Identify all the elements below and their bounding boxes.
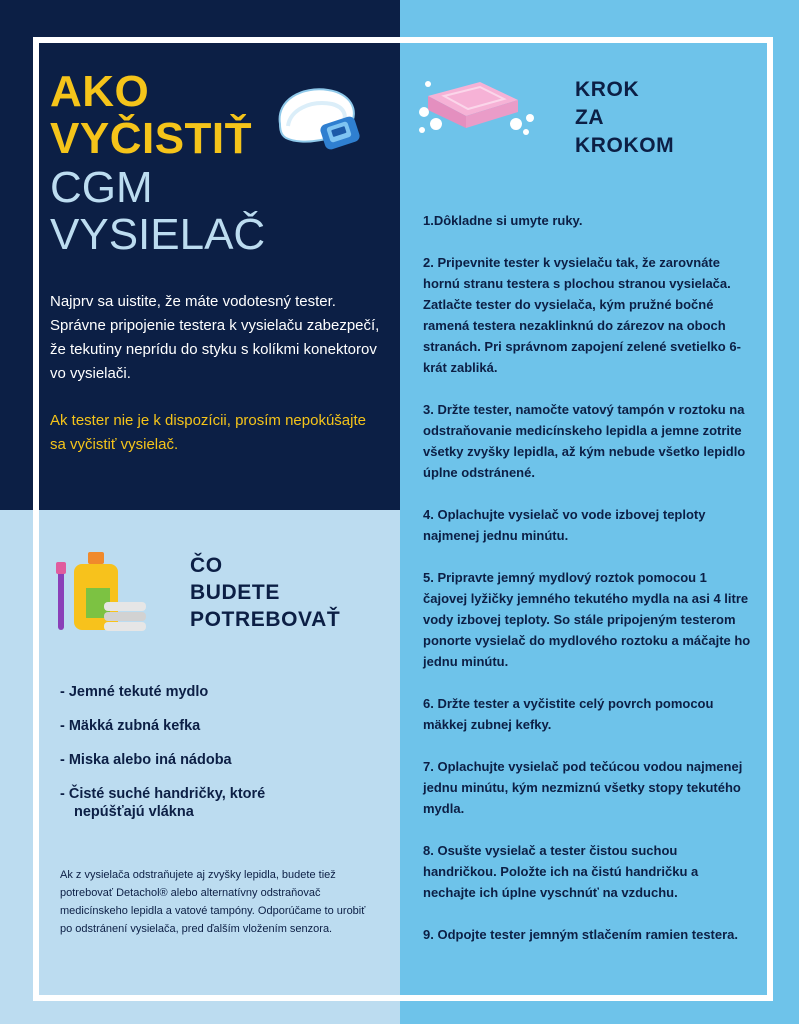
needs-heading-line-3: POTREBOVAŤ [190,608,341,631]
step-item: 6. Držte tester a vyčistite celý povrch pomocou mäkkej zubnej kefky. [423,696,714,732]
step-item: 9. Odpojte tester jemným stlačením ramien testera. [423,927,739,942]
title-line-4: VYSIELAČ [50,210,266,259]
title-highlight [50,68,252,162]
steps-heading [575,76,674,160]
step-item: 7. Oplachujte vysielač pod tečúcou vodou najmenej jednu minútu, kým nezmiznú všetky stopy tekutého mydla. [423,759,743,816]
needs-heading-line-1: ČO [190,554,223,577]
list-item: - Mäkká zubná kefka [60,718,201,734]
soap-bar-icon [414,70,538,142]
needs-list [60,683,380,837]
step-item: 3. Držte tester, namočte vatový tampón v roztoku na odstraňovanie medicínskeho lepidla a jemne zotrite všetky zvyšky lepidla, až kým nebude všetko lepidlo úplne odstránené. [423,402,746,480]
cleaning-supplies-icon [52,552,148,634]
step-item: 8. Osušte vysielač a tester čistou suchou handričkou. Položte ich na čistú handričku a nechajte ich úplne vyschnúť na vzduchu. [423,843,699,900]
needs-heading-line-2: BUDETE [190,581,280,604]
list-item-continuation: nepúšťajú vlákna [74,804,194,820]
list-item: - Jemné tekuté mydlo [60,684,209,700]
adhesive-note: Ak z vysielača odstraňujete aj zvyšky lepidla, budete tiež potrebovať Detachol® alebo alternatívny odstraňovač medicínskeho lepidla a vatové tampóny. Odporúčame to urobiť po odstránení vysielača, pred ďalším vložením senzora. [60,869,366,935]
list-item: - Čisté suché handričky, ktoré [60,786,266,802]
steps-heading-line-3: KROKOM [575,134,675,157]
list-item: - Miska alebo iná nádoba [60,752,232,768]
cgm-transmitter-icon [272,82,370,160]
steps-list [423,210,753,966]
step-item: 4. Oplachujte vysielač vo vode izbovej teploty najmenej jednu minútu. [423,507,706,543]
step-item: 1.Dôkladne si umyte ruky. [423,213,583,228]
step-item: 2. Pripevnite tester k vysielaču tak, že zarovnáte hornú stranu testera s plochou stranou vysielača. Zatlačte tester do vysielača, kým pružné bočné ramená testera nezaklinknú do zárezov na oboch stranách. Pri správnom zapojení zelené svetielko 6-krát zabliká. [423,255,741,375]
warning-text: Ak tester nie je k dispozícii, prosím nepokúšajte sa vyčistiť vysielač. [50,412,366,453]
steps-heading-line-1: KROK [575,78,640,101]
step-item: 5. Pripravte jemný mydlový roztok pomocou 1 čajovej lyžičky jemného tekutého mydla na asi 4 litre vody izbovej teploty. So stále pripojeným testerom ponorte vysielač do mydlového roztoku a máčajte ho jednu minútu. [423,570,751,669]
steps-heading-line-2: ZA [575,106,605,129]
title-line-3: CGM [50,163,153,212]
title-line-2: VYČISTIŤ [50,114,253,163]
needs-heading [190,552,340,633]
title-line-1: AKO [50,67,150,116]
intro-text: Najprv sa uistite, že máte vodotesný tester. Správne pripojenie testera k vysielaču zabezpečí, že tekutiny neprídu do styku s kolíkmi konektorov vo vysielači. [50,293,380,382]
title-subject [50,164,265,258]
